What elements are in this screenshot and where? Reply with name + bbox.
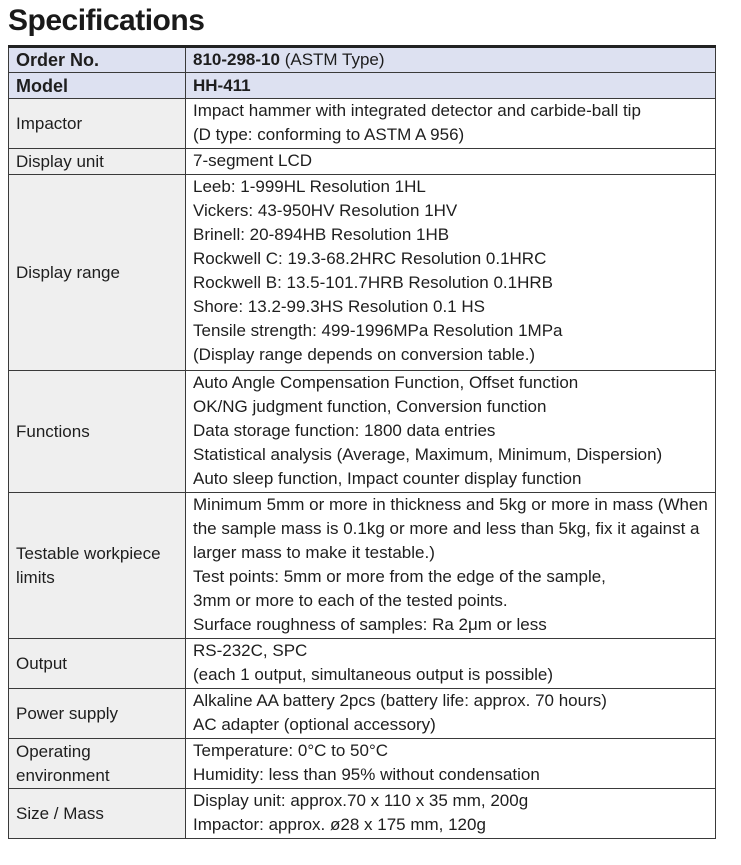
spec-line: Rockwell C: 19.3-68.2HRC Resolution 0.1HRC	[193, 249, 547, 268]
spec-value	[186, 639, 716, 689]
specifications-table	[8, 45, 716, 839]
spec-line: Display unit: approx.70 x 110 x 35 mm, 200g	[193, 791, 529, 810]
model-label: Model	[9, 73, 186, 99]
spec-line: (D type: conforming to ASTM A 956)	[193, 125, 465, 144]
spec-line: Impact hammer with integrated detector and carbide-ball tip	[193, 101, 641, 120]
spec-line: Tensile strength: 499-1996MPa Resolution 1MPa	[193, 321, 563, 340]
spec-line: Impactor: approx. ø28 x 175 mm, 120g	[193, 815, 486, 834]
spec-line: Minimum 5mm or more in thickness and 5kg or more in mass (When the sample mass is 0.1kg or more and less than 5kg, fix it against a larger mass to make it testable.)	[193, 495, 708, 562]
spec-line: OK/NG judgment function, Conversion function	[193, 397, 547, 416]
spec-line: Brinell: 20-894HB Resolution 1HB	[193, 225, 450, 244]
spec-line: Data storage function: 1800 data entries	[193, 421, 496, 440]
spec-label: Display unit	[9, 149, 186, 175]
spec-line: RS-232C, SPC	[193, 641, 308, 660]
spec-row-impactor	[9, 99, 716, 149]
spec-label: Output	[9, 639, 186, 689]
spec-line: (each 1 output, simultaneous output is possible)	[193, 665, 554, 684]
order-number-note: (ASTM Type)	[279, 50, 385, 69]
order-number-label: Order No.	[9, 47, 186, 73]
spec-label: Functions	[9, 371, 186, 493]
order-number-row	[9, 47, 716, 73]
spec-value	[186, 149, 716, 175]
spec-label: Power supply	[9, 689, 186, 739]
spec-value	[186, 739, 716, 789]
spec-label: Display range	[9, 175, 186, 371]
spec-line: Surface roughness of samples: Ra 2μm or less	[193, 615, 547, 634]
spec-line: Vickers: 43-950HV Resolution 1HV	[193, 201, 458, 220]
spec-value	[186, 175, 716, 371]
spec-row-size-mass	[9, 789, 716, 839]
spec-line: Statistical analysis (Average, Maximum, Minimum, Dispersion)	[193, 445, 663, 464]
spec-row-operating-environment	[9, 739, 716, 789]
spec-value	[186, 371, 716, 493]
spec-row-display-unit	[9, 149, 716, 175]
spec-line: (Display range depends on conversion table.)	[193, 345, 536, 364]
spec-label: Operating environment	[9, 739, 186, 789]
model-value: HH-411	[186, 73, 716, 99]
spec-line: Test points: 5mm or more from the edge of the sample,	[193, 567, 606, 586]
spec-row-functions	[9, 371, 716, 493]
model-row	[9, 73, 716, 99]
page-title: Specifications	[8, 4, 205, 37]
spec-row-testable-workpiece-limits	[9, 493, 716, 639]
spec-line: 3mm or more to each of the tested points.	[193, 591, 508, 610]
spec-line: Rockwell B: 13.5-101.7HRB Resolution 0.1HRB	[193, 273, 554, 292]
spec-value	[186, 99, 716, 149]
spec-value	[186, 689, 716, 739]
spec-line: AC adapter (optional accessory)	[193, 715, 436, 734]
spec-value	[186, 789, 716, 839]
spec-row-output	[9, 639, 716, 689]
spec-label: Size / Mass	[9, 789, 186, 839]
order-number: 810-298-10	[193, 50, 280, 69]
spec-row-power-supply	[9, 689, 716, 739]
spec-line: Leeb: 1-999HL Resolution 1HL	[193, 177, 426, 196]
spec-line: 7-segment LCD	[193, 151, 313, 170]
order-number-value	[186, 47, 716, 73]
spec-value	[186, 493, 716, 639]
spec-line: Auto Angle Compensation Function, Offset function	[193, 373, 579, 392]
spec-label: Testable workpiece limits	[9, 493, 186, 639]
spec-line: Shore: 13.2-99.3HS Resolution 0.1 HS	[193, 297, 486, 316]
spec-row-display-range	[9, 175, 716, 371]
spec-line: Auto sleep function, Impact counter display function	[193, 469, 582, 488]
spec-label: Impactor	[9, 99, 186, 149]
spec-line: Humidity: less than 95% without condensation	[193, 765, 540, 784]
spec-line: Temperature: 0°C to 50°C	[193, 741, 389, 760]
spec-line: Alkaline AA battery 2pcs (battery life: approx. 70 hours)	[193, 691, 607, 710]
